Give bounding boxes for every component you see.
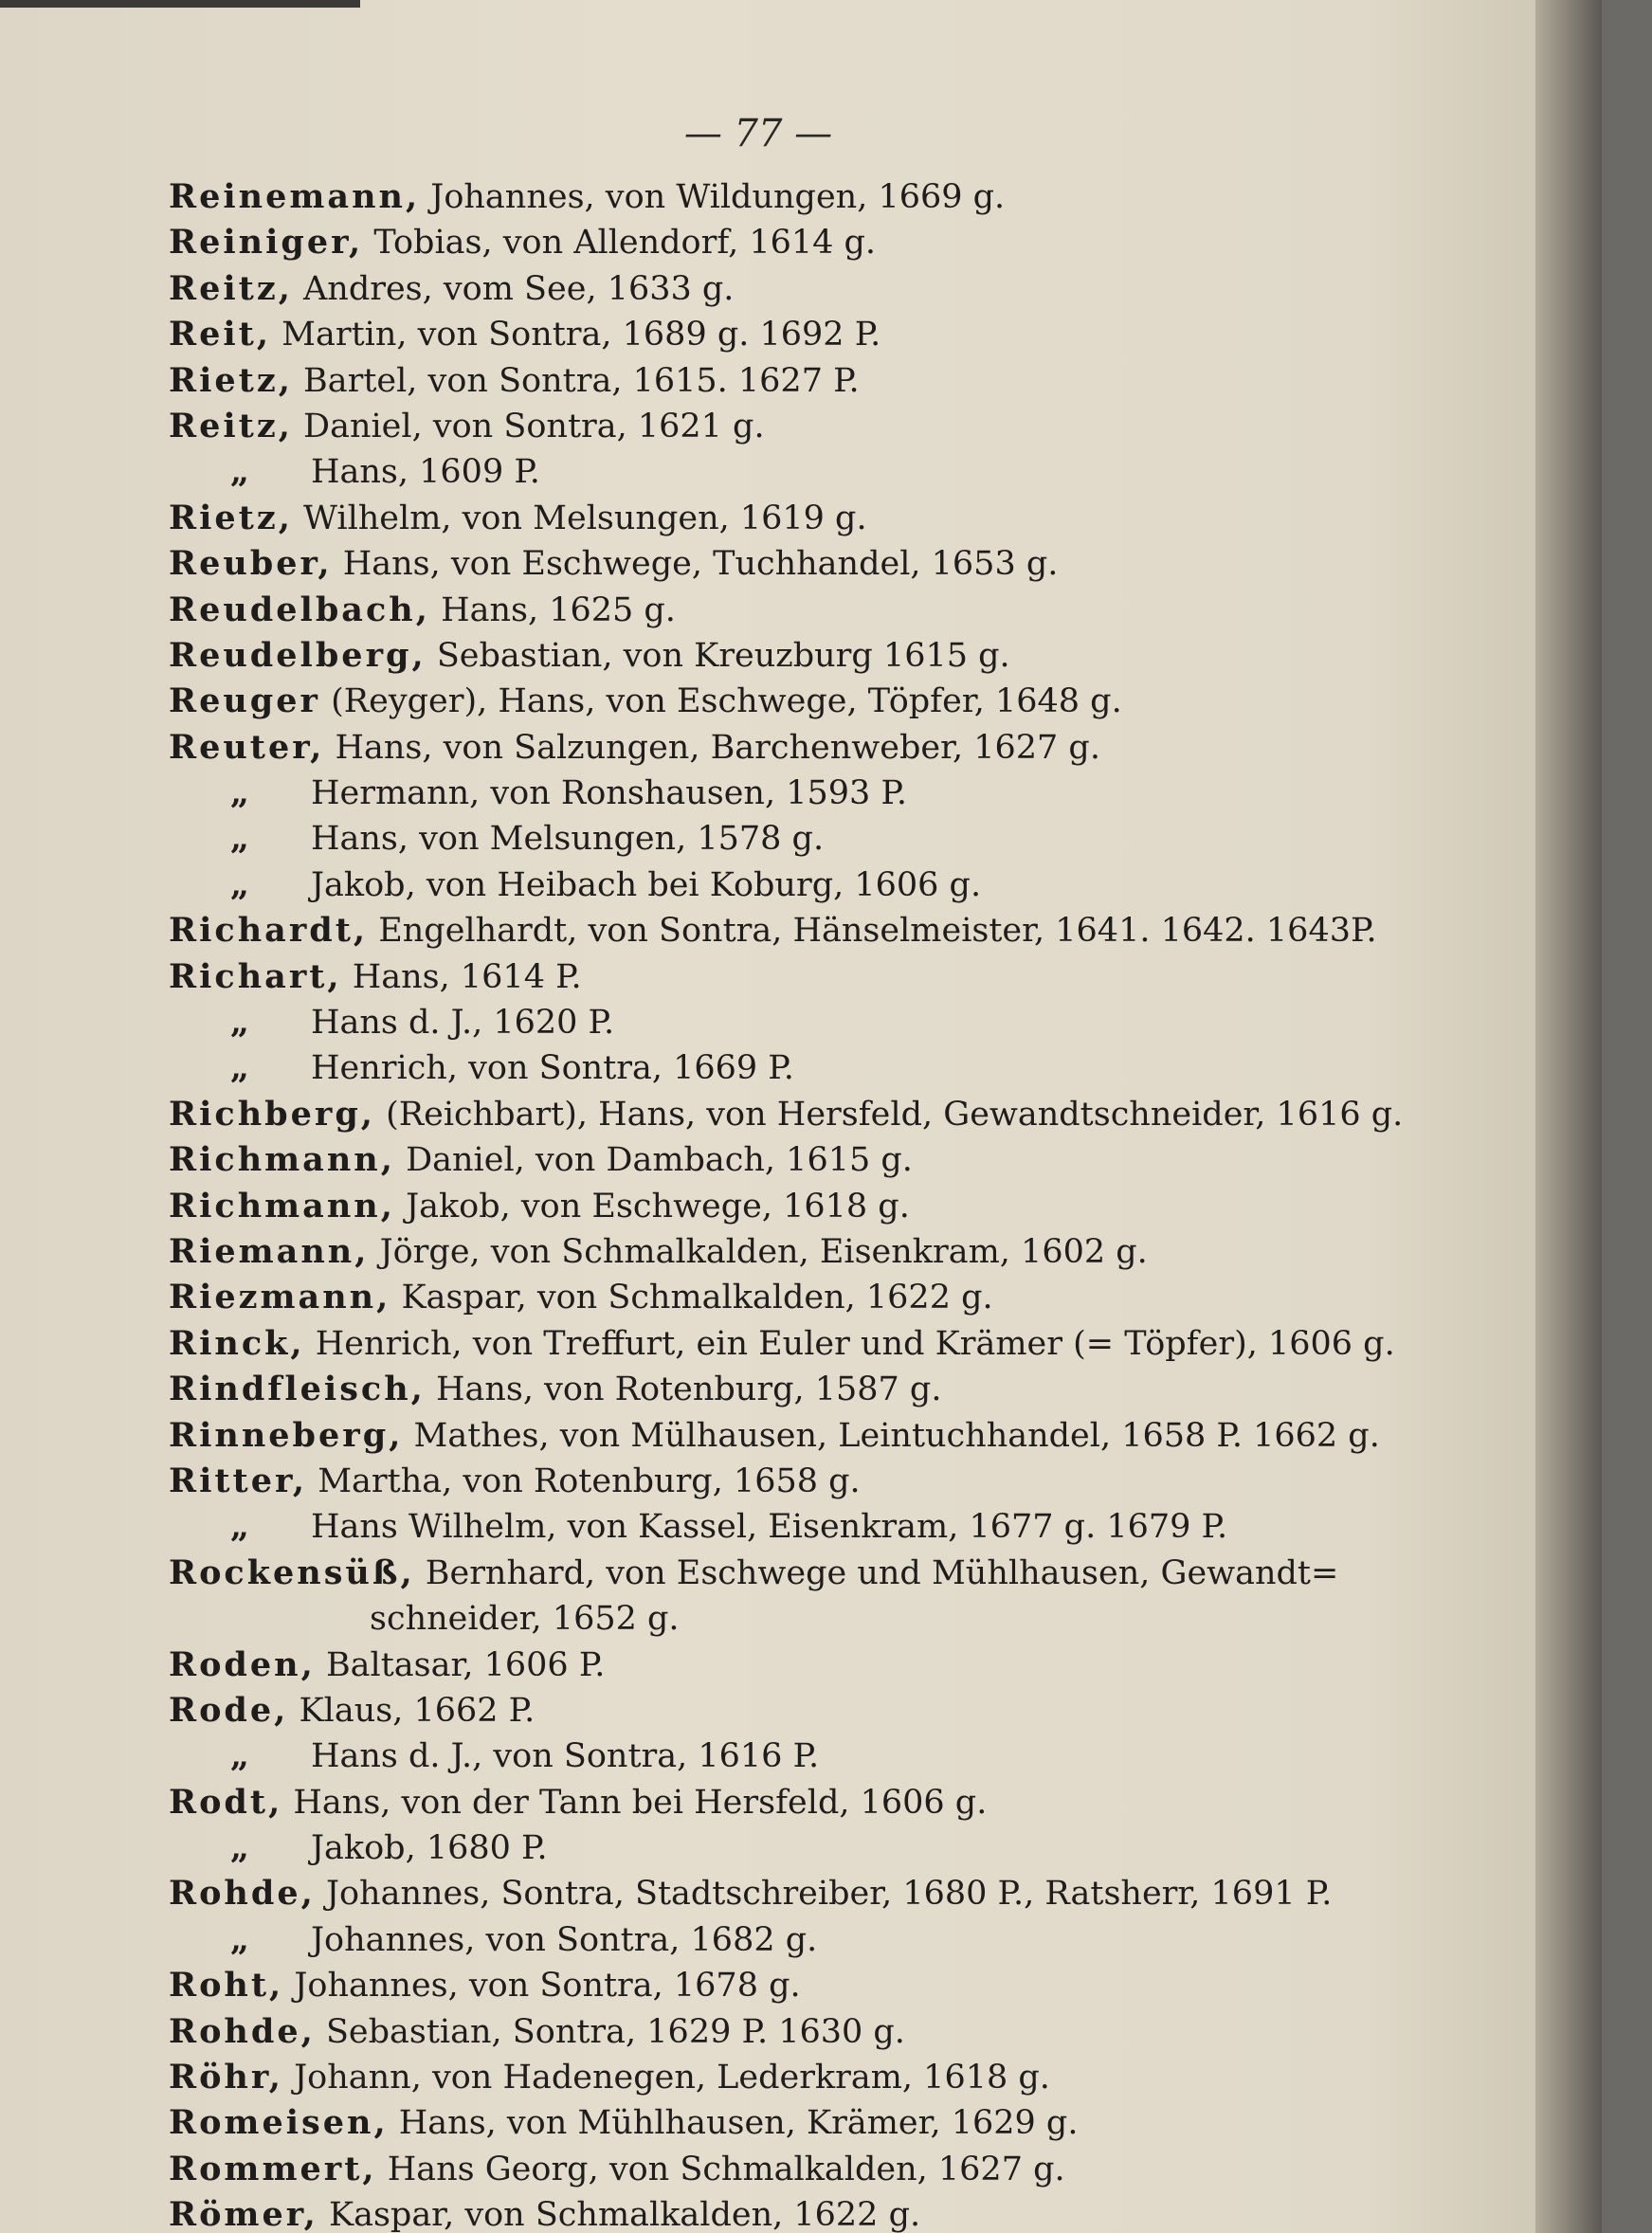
entry-surname: Reudelberg, [169, 635, 427, 675]
entry-line [169, 1321, 1401, 1367]
entry-surname: Reit, [169, 315, 272, 354]
entry-line [169, 2147, 1401, 2192]
entry-details: Mathes, von Mülhausen, Leintuchhandel, 1658 P. 1662 g. [403, 1416, 1380, 1455]
entry-details: Hermann, von Ronshausen, 1593 P. [311, 774, 907, 813]
entry-details: Tobias, von Allendorf, 1614 g. [363, 224, 877, 263]
entry-details: Hans, von der Tann bei Hersfeld, 1606 g. [282, 1783, 988, 1822]
entry-details: Hans, von Mühlhausen, Krämer, 1629 g. [388, 2104, 1079, 2143]
ditto-mark: „ [229, 1919, 250, 1959]
entry-line [169, 954, 1401, 1000]
entry-line [169, 908, 1401, 953]
entry-details: (Reichbart), Hans, von Hersfeld, Gewandtschneider, 1616 g. [374, 1095, 1404, 1134]
entry-details: Hans d. J., 1620 P. [311, 1004, 615, 1043]
entry-line [169, 633, 1401, 679]
entry-surname: Romeisen, [169, 2103, 389, 2143]
entry-surname: Rietz, [169, 498, 293, 537]
entry-details: Hans Georg, von Schmalkalden, 1627 g. [376, 2150, 1065, 2188]
entry-details: (Reyger), Hans, von Eschwege, Töpfer, 1648 g. [319, 682, 1122, 721]
entry-details: Johannes, von Wildungen, 1669 g. [420, 178, 1006, 216]
entry-surname: Roden, [169, 1644, 316, 1684]
entry-details: Andres, vom See, 1633 g. [292, 269, 735, 308]
entry-details: Sebastian, Sontra, 1629 P. 1630 g. [315, 2012, 905, 2051]
entry-details: Hans, von Salzungen, Barchenweber, 1627 g. [324, 728, 1100, 767]
entry-line [169, 358, 1401, 404]
entry-details: Hans, 1625 g. [429, 590, 676, 629]
entry-line [169, 1871, 1401, 1916]
page-number: — 77 — [683, 112, 833, 155]
entry-details: Hans, 1614 P. [341, 957, 582, 996]
entry-details: Martha, von Rotenburg, 1658 g. [307, 1461, 861, 1500]
entry-line [169, 679, 1401, 724]
entry-surname: Reuber, [169, 544, 333, 584]
entry-line [169, 449, 1401, 495]
entry-surname: Rodt, [169, 1782, 283, 1822]
entry-continuation: schneider, 1652 g. [370, 1600, 680, 1639]
entry-line [169, 1000, 1401, 1045]
entry-details: Martin, von Sontra, 1689 g. 1692 P. [271, 316, 881, 354]
entry-line [169, 404, 1401, 449]
entry-surname: Rommert, [169, 2149, 377, 2188]
entry-line [169, 2055, 1401, 2100]
entry-surname: Rinck, [169, 1323, 305, 1363]
ditto-mark: „ [229, 773, 250, 813]
ditto-mark: „ [229, 819, 250, 859]
top-rule [0, 0, 360, 8]
entry-details: Johann, von Hadenegen, Lederkram, 1618 g. [282, 2059, 1050, 2097]
entry-details: Hans, von Melsungen, 1578 g. [311, 820, 825, 859]
entry-surname: Rindfleisch, [169, 1370, 426, 1409]
entry-details: Henrich, von Treffurt, ein Euler und Krämer (= Töpfer), 1606 g. [304, 1324, 1395, 1363]
entry-line [169, 541, 1401, 587]
entry-details: Johannes, von Sontra, 1678 g. [283, 1967, 801, 2006]
entry-details: Engelhardt, von Sontra, Hänselmeister, 1641. 1642. 1643P. [368, 912, 1377, 951]
entry-surname: Rietz, [169, 360, 293, 400]
entry-line [169, 725, 1401, 771]
entry-line [169, 220, 1401, 265]
entry-line [169, 1229, 1401, 1275]
entry-line [169, 1275, 1401, 1320]
ditto-mark: „ [229, 452, 250, 492]
entry-surname: Richberg, [169, 1094, 375, 1134]
entry-line [169, 1413, 1401, 1459]
entry-line [169, 588, 1401, 633]
entry-details: Bartel, von Sontra, 1615. 1627 P. [292, 361, 860, 400]
entry-line [169, 1825, 1401, 1871]
entry-details: Daniel, von Dambach, 1615 g. [394, 1141, 913, 1180]
entry-list [169, 174, 1404, 2233]
entry-line [169, 1459, 1401, 1504]
entry-line [169, 1367, 1401, 1412]
entry-details: Daniel, von Sontra, 1621 g. [292, 407, 765, 445]
entry-line [169, 496, 1401, 541]
entry-details: Wilhelm, von Melsungen, 1619 g. [292, 499, 867, 537]
entry-details: Bernhard, von Eschwege und Mühlhausen, Gewandt= [414, 1553, 1339, 1592]
entry-details: Hans, von Eschwege, Tuchhandel, 1653 g. [332, 545, 1059, 584]
entry-surname: Richart, [169, 956, 342, 996]
entry-line [169, 2100, 1401, 2146]
entry-details: Kaspar, von Schmalkalden, 1622 g. [390, 1279, 993, 1317]
entry-line [169, 266, 1401, 312]
book-gutter [1535, 0, 1602, 2233]
entry-surname: Rohde, [169, 2011, 316, 2051]
entry-line [169, 2192, 1401, 2233]
entry-details: Jakob, von Eschwege, 1618 g. [394, 1187, 910, 1225]
entry-line [169, 174, 1401, 220]
entry-surname: Rohde, [169, 1874, 316, 1914]
entry-details: Hans, 1609 P. [311, 453, 540, 492]
ditto-mark: „ [229, 1003, 250, 1043]
entry-line [169, 1917, 1401, 1963]
entry-line [169, 771, 1401, 816]
entry-surname: Reuter, [169, 727, 325, 767]
entry-line [169, 1688, 1401, 1734]
entry-details: Johannes, von Sontra, 1682 g. [311, 1920, 818, 1959]
entry-line [169, 1092, 1404, 1137]
entry-details: Baltasar, 1606 P. [315, 1645, 606, 1684]
entry-surname: Riezmann, [169, 1278, 391, 1317]
entry-line [169, 1184, 1401, 1229]
entry-details: Klaus, 1662 P. [288, 1691, 536, 1730]
entry-surname: Richmann, [169, 1140, 395, 1180]
entry-surname: Rode, [169, 1690, 289, 1730]
entry-surname: Reuger [169, 681, 320, 721]
entry-surname: Reitz, [169, 268, 293, 308]
entry-details: Henrich, von Sontra, 1669 P. [311, 1049, 794, 1088]
entry-line [169, 862, 1401, 908]
entry-surname: Reiniger, [169, 223, 364, 263]
entry-details: Hans, von Rotenburg, 1587 g. [425, 1371, 942, 1409]
entry-line [169, 1963, 1401, 2008]
ditto-mark: „ [229, 1828, 250, 1868]
entry-details: Hans Wilhelm, von Kassel, Eisenkram, 1677 g. 1679 P. [311, 1508, 1228, 1547]
entry-details: Sebastian, von Kreuzburg 1615 g. [426, 636, 1010, 675]
ditto-mark: „ [229, 1048, 250, 1088]
entry-details: Johannes, Sontra, Stadtschreiber, 1680 P., Ratsherr, 1691 P. [315, 1875, 1333, 1914]
entry-surname: Römer, [169, 2195, 318, 2233]
entry-surname: Röhr, [169, 2058, 283, 2097]
entry-line [169, 2009, 1401, 2055]
entry-details: Hans d. J., von Sontra, 1616 P. [311, 1737, 820, 1776]
entry-line [169, 816, 1401, 862]
entry-surname: Riemann, [169, 1231, 370, 1271]
entry-details: Jörge, von Schmalkalden, Eisenkram, 1602 g. [369, 1232, 1148, 1271]
entry-line [169, 1596, 1401, 1642]
entry-details: Jakob, 1680 P. [311, 1829, 548, 1868]
entry-line [169, 1137, 1401, 1183]
entry-surname: Richmann, [169, 1186, 395, 1225]
entry-surname: Reitz, [169, 406, 293, 445]
entry-line [169, 1045, 1401, 1091]
entry-line [169, 1734, 1401, 1779]
entry-surname: Ritter, [169, 1461, 308, 1500]
ditto-mark: „ [229, 1507, 250, 1547]
ditto-mark: „ [229, 864, 250, 904]
entry-line [169, 1504, 1401, 1550]
entry-details: Kaspar, von Schmalkalden, 1622 g. [318, 2196, 921, 2233]
entry-line [169, 1780, 1401, 1825]
entry-surname: Rinneberg, [169, 1415, 404, 1455]
ditto-mark: „ [229, 1736, 250, 1776]
entry-details: Jakob, von Heibach bei Koburg, 1606 g. [311, 865, 982, 904]
entry-surname: Rockensüß, [169, 1552, 415, 1592]
entry-line [169, 1643, 1401, 1688]
entry-line [169, 1551, 1401, 1596]
entry-surname: Richardt, [169, 911, 369, 951]
entry-line [169, 312, 1401, 357]
entry-surname: Reudelbach, [169, 590, 430, 629]
entry-surname: Reinemann, [169, 177, 421, 216]
entry-surname: Roht, [169, 1966, 284, 2006]
